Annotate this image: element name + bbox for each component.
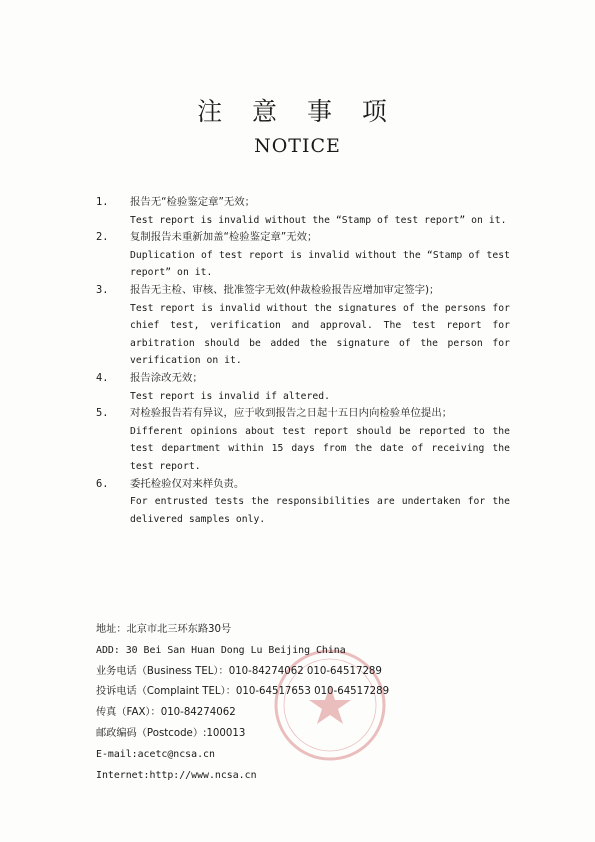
notice-text-english: Different opinions about test report should be reported to the test department within 15 days from the date of receiving the test report.: [130, 425, 510, 472]
page-title-chinese: 注 意 事 项: [197, 97, 398, 126]
notice-text-english: For entrusted tests the responsibilities are undertaken for the delivered samples only.: [130, 496, 510, 525]
notice-item: [96, 370, 510, 405]
notice-number: 3.: [96, 283, 109, 296]
address-chinese: 地址：北京市北三环东路30号: [96, 624, 232, 635]
notice-text-english: Duplication of test report is invalid without the “Stamp of test report” on it.: [130, 249, 510, 279]
postcode: 邮政编码（Postcode）:100013: [96, 727, 246, 739]
business-tel: 业务电话（Business TEL）：010-84274062 010-64517289: [96, 665, 382, 677]
notice-item: [96, 405, 510, 475]
notice-text-chinese: 对检验报告若有异议，应于收到报告之日起十五日内向检验单位提出；: [130, 407, 453, 420]
notice-number: 5.: [96, 407, 109, 420]
notice-text-chinese: 报告无“检验鉴定章”无效；: [130, 196, 256, 208]
notice-list: [96, 194, 510, 528]
notice-text-chinese: 报告无主检、审核、批准签字无效(仲裁检验报告应增加审定签字)；: [130, 283, 440, 296]
notice-number: 1.: [96, 196, 109, 208]
website-url: Internet:http://www.ncsa.cn: [96, 769, 257, 781]
notice-item: [96, 282, 510, 370]
address-english: ADD: 30 Bei San Huan Dong Lu Beijing China: [96, 644, 346, 656]
notice-text-chinese: 复制报告未重新加盖“检验鉴定章”无效；: [130, 231, 318, 244]
notice-number: 6.: [96, 477, 109, 490]
notice-text-chinese: 报告涂改无效；: [130, 371, 203, 384]
notice-number: 2.: [96, 231, 109, 244]
notice-text-english: Test report is invalid without the “Stamp of test report” on it.: [130, 214, 507, 226]
complaint-tel: 投诉电话（Complaint TEL）：010-64517653 010-64517289: [96, 686, 390, 698]
email-address: E-mail:acetc@ncsa.cn: [96, 748, 215, 760]
fax-number: 传真（FAX）：010-84274062: [96, 707, 236, 719]
notice-text-english: Test report is invalid without the signatures of the persons for chief test, verification and approval. The test report for arbitration should be added the signature of the person for verification on it.: [130, 302, 510, 367]
page-title-english: NOTICE: [254, 135, 341, 157]
notice-text-chinese: 委托检验仅对来样负责。: [130, 477, 245, 490]
notice-item: [96, 229, 510, 282]
notice-item: [96, 194, 510, 229]
contact-info: [96, 620, 456, 786]
notice-text-english: Test report is invalid if altered.: [130, 390, 331, 402]
notice-item: [96, 476, 510, 529]
notice-number: 4.: [96, 371, 109, 384]
